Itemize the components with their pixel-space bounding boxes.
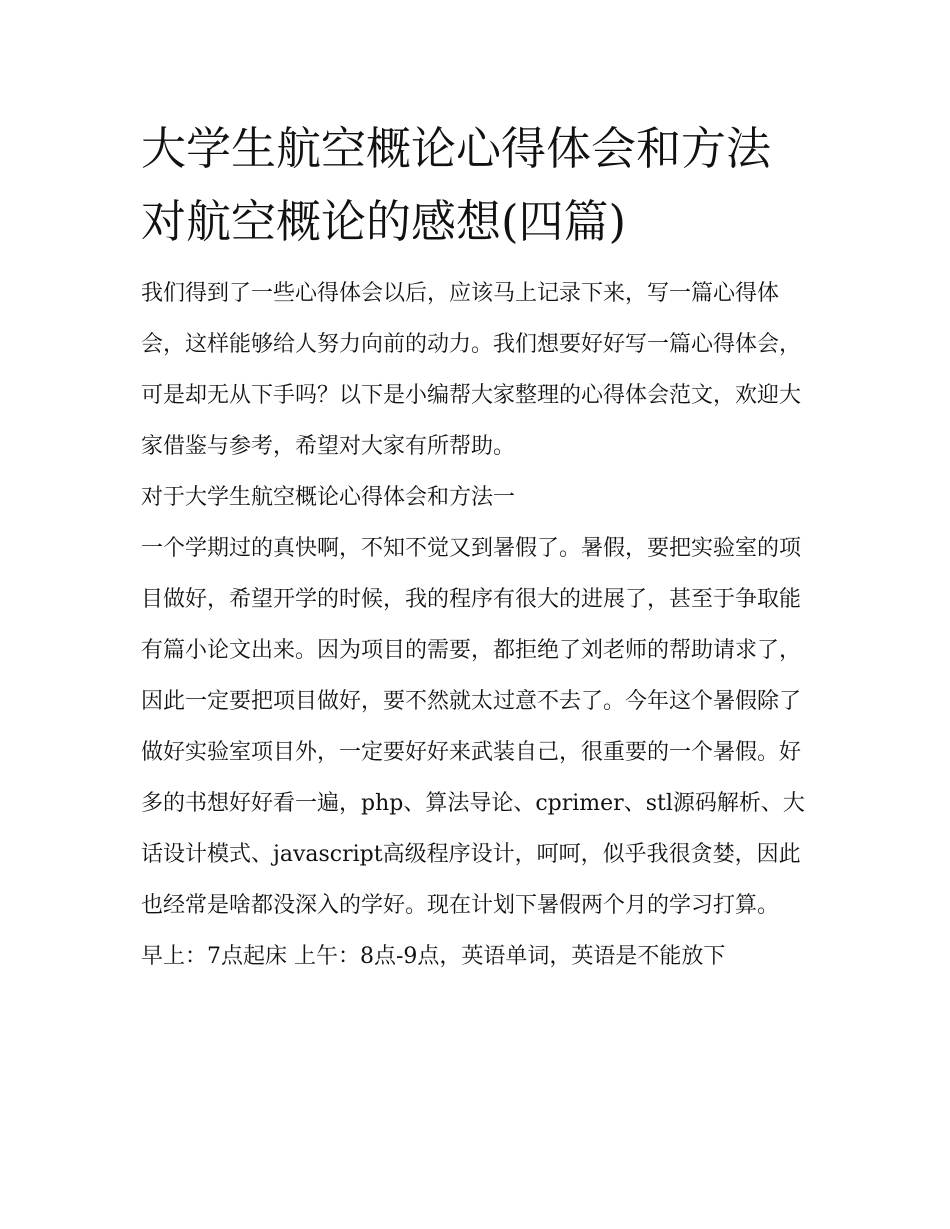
body-paragraph: 一个学期过的真快啊，不知不觉又到暑假了。暑假，要把实验室的项目做好，希望开学的时候，我的程序有很大的进展了，甚至于争取能有篇小论文出来。因为项目的需要，都拒绝了刘老师的帮助请求了，因此一定要把项目做好，要不然就太过意不去了。今年这个暑假除了做好实验室项目外，一定要好好来武装自己，很重要的一个暑假。好多的书想好好看一遍，php、算法导论、cprimer、stl源码解析、大话设计模式、javascript高级程序设计，呵呵，似乎我很贪婪，因此也经常是啥都没深入的学好。现在计划下暑假两个月的学习打算。: [141, 536, 805, 918]
schedule-paragraph: 早上：7点起床 上午：8点-9点，英语单词，英语是不能放下: [141, 944, 726, 969]
section-heading: 对于大学生航空概论心得体会和方法一: [141, 485, 516, 510]
document-body: [141, 112, 816, 982]
document-title: 大学生航空概论心得体会和方法 对航空概论的感想(四篇): [141, 122, 772, 248]
intro-paragraph: 我们得到了一些心得体会以后，应该马上记录下来，写一篇心得体会，这样能够给人努力向前的动力。我们想要好好写一篇心得体会，可是却无从下手吗？以下是小编帮大家整理的心得体会范文，欢迎大家借鉴与参考，希望对大家有所帮助。: [141, 281, 802, 459]
